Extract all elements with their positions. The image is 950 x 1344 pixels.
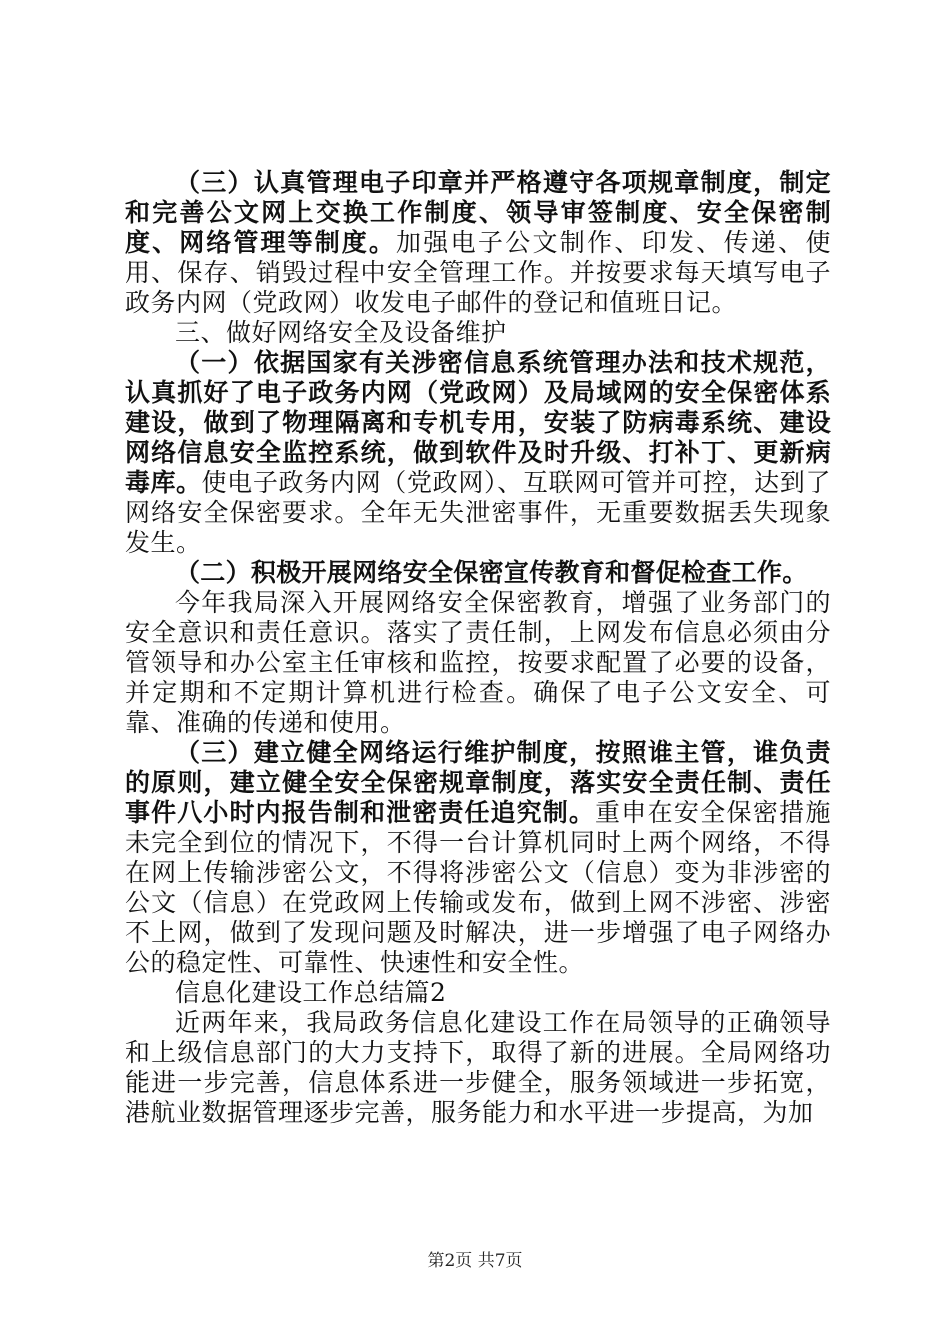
paragraph-5-text: 今年我局深入开展网络安全保密教育，增强了业务部门的安全意识和责任意识。落实了责任制，上网发布信息必须由分管领导和办公室主任审核和监控，按要求配置了必要的设备，并定期和不定期计算机进行检查。确保了电子公文安全、可靠、准确的传递和使用。	[125, 588, 831, 737]
paragraph-6-bold: （三）建立健全网络运行维护制度，按照谁主管，谁负责的原则，建立健全安全保密规章制度，落实安全责任制、责任事件八小时内报告制和泄密责任追究制。	[125, 738, 831, 827]
paragraph-5	[125, 588, 831, 738]
page-number-label: 第2页 共7页	[427, 1251, 523, 1271]
paragraph-8-text: 近两年来，我局政务信息化建设工作在局领导的正确领导和上级信息部门的大力支持下，取得了新的进展。全局网络功能进一步完善，信息体系进一步健全，服务领域进一步拓宽，港航业数据管理逐步完善，服务能力和水平进一步提高，为加	[125, 1008, 831, 1127]
paragraph-6-text: 重申在安全保密措施未完全到位的情况下，不得一台计算机同时上两个网络，不得在网上传输涉密公文，不得将涉密公文（信息）变为非涉密的公文（信息）在党政网上传输或发布，做到上网不涉密、涉密不上网，做到了发现问题及时解决，进一步增强了电子网络办公的稳定性、可靠性、快速性和安全性。	[125, 798, 831, 977]
article-title	[125, 978, 831, 1008]
section-heading-3-text: 三、做好网络安全及设备维护	[175, 318, 507, 347]
paragraph-3-bold: （一）依据国家有关涉密信息系统管理办法和技术规范，认真抓好了电子政务内网（党政网）及局域网的安全保密体系建设，做到了物理隔离和专机专用，安装了防病毒系统、建设网络信息安全监控系统，做到软件及时升级、打补丁、更新病毒库。	[125, 348, 831, 497]
paragraph-1	[125, 168, 831, 318]
paragraph-4-bold: （二）积极开展网络安全保密宣传教育和督促检查工作。	[175, 558, 808, 587]
page-footer	[0, 1246, 950, 1271]
article-title-text: 信息化建设工作总结篇2	[175, 978, 447, 1007]
paragraph-3-text: 使电子政务内网（党政网）、互联网可管并可控，达到了网络安全保密要求。全年无失泄密事件，无重要数据丢失现象发生。	[125, 468, 831, 557]
document-body	[125, 168, 831, 1128]
paragraph-1-bold: （三）认真管理电子印章并严格遵守各项规章制度，制定和完善公文网上交换工作制度、领导审签制度、安全保密制度、网络管理等制度。	[125, 168, 831, 257]
paragraph-3	[125, 348, 831, 558]
paragraph-6	[125, 738, 831, 978]
section-heading-3	[125, 318, 831, 348]
paragraph-1-text: 加强电子公文制作、印发、传递、使用、保存、销毁过程中安全管理工作。并按要求每天填写电子政务内网（党政网）收发电子邮件的登记和值班日记。	[125, 228, 831, 317]
paragraph-8	[125, 1008, 831, 1128]
paragraph-4	[125, 558, 831, 588]
